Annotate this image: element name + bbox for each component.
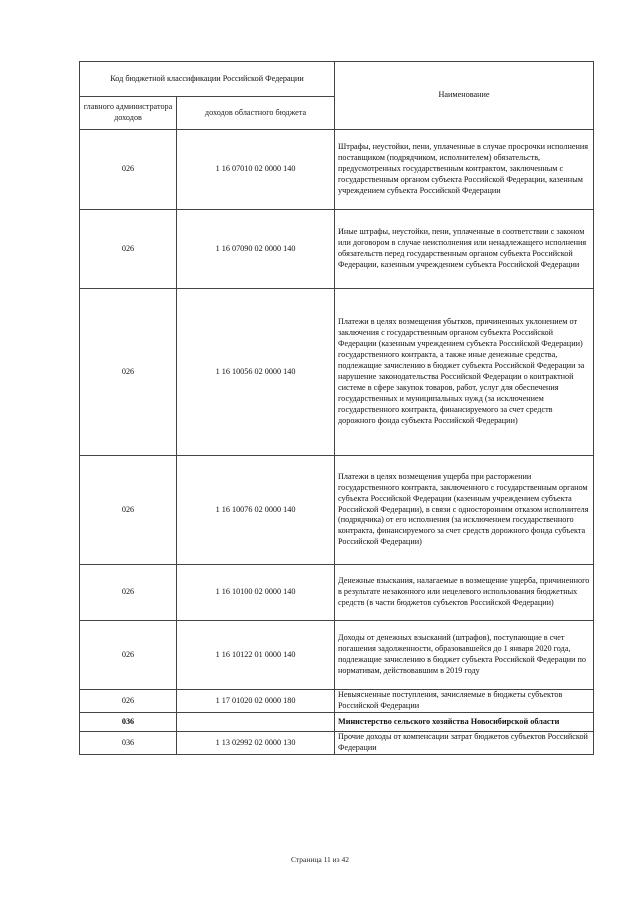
cell-admin-code: 026	[80, 130, 177, 210]
cell-name: Платежи в целях возмещения ущерба при расторжении государственного контракта, заключенного с государственным органом субъекта Российской Федерации (казенным учреждением субъекта Российской Федерации), в связи с односторонним отказом исполнителя (подрядчика) от его исполнения (за исключением государственного контракта, финансируемого за счет средств дорожного фонда субъекта Российской Федерации)	[335, 456, 594, 565]
table-row	[80, 456, 594, 565]
table-header-row	[80, 62, 594, 97]
cell-admin-code: 036	[80, 713, 177, 732]
cell-name: Министерство сельского хозяйства Новосибирской области	[335, 713, 594, 732]
cell-name: Платежи в целях возмещения убытков, причиненных уклонением от заключения с государственным органом субъекта Российской Федерации (казенным учреждением субъекта Российской Федерации) государственного контракта, а также иные денежные средства, подлежащие зачислению в бюджет субъекта Российской Федерации за нарушение законодательства Российской Федерации о контрактной системе в сфере закупок товаров, работ, услуг для обеспечения государственных и муниципальных нужд (за исключением государственного контракта, финансируемого за счет средств дорожного фонда субъекта Российской Федерации)	[335, 289, 594, 456]
cell-name: Невыясненные поступления, зачисляемые в бюджеты субъектов Российской Федерации	[335, 690, 594, 713]
page-number: Страница 11 из 42	[290, 855, 350, 864]
cell-name: Штрафы, неустойки, пени, уплаченные в случае просрочки исполнения поставщиком (подрядчиком, исполнителем) обязательств, предусмотренных государственным контрактом, заключенным с государственным органом субъекта Российской Федерации, казенным учреждением субъекта Российской Федерации	[335, 130, 594, 210]
cell-name: Иные штрафы, неустойки, пени, уплаченные в соответствии с законом или договором в случае неисполнения или ненадлежащего исполнения обязательств перед государственным органом субъекта Российской Федерации, казенным учреждением субъекта Российской Федерации	[335, 210, 594, 289]
cell-name: Прочие доходы от компенсации затрат бюджетов субъектов Российской Федерации	[335, 732, 594, 755]
header-admin: главного администратора доходов	[80, 97, 177, 130]
table-row	[80, 289, 594, 456]
cell-income-code: 1 16 10056 02 0000 140	[177, 289, 335, 456]
table-row	[80, 621, 594, 690]
table-row	[80, 210, 594, 289]
table-row	[80, 713, 594, 732]
cell-name: Денежные взыскания, налагаемые в возмещение ущерба, причиненного в результате незаконного или нецелевого использования бюджетных средств (в части бюджетов субъектов Российской Федерации)	[335, 565, 594, 621]
cell-admin-code: 026	[80, 289, 177, 456]
cell-income-code: 1 16 10122 01 0000 140	[177, 621, 335, 690]
cell-income-code: 1 16 10100 02 0000 140	[177, 565, 335, 621]
cell-admin-code: 026	[80, 621, 177, 690]
table-body	[80, 130, 594, 755]
cell-admin-code: 026	[80, 210, 177, 289]
table-row	[80, 565, 594, 621]
cell-admin-code: 026	[80, 565, 177, 621]
cell-income-code: 1 16 10076 02 0000 140	[177, 456, 335, 565]
table-row	[80, 690, 594, 713]
cell-admin-code: 026	[80, 456, 177, 565]
cell-income-code: 1 13 02992 02 0000 130	[177, 732, 335, 755]
budget-classification-table	[79, 61, 594, 755]
cell-income-code: 1 16 07090 02 0000 140	[177, 210, 335, 289]
table-row	[80, 732, 594, 755]
cell-income-code	[177, 713, 335, 732]
cell-admin-code: 036	[80, 732, 177, 755]
table-row	[80, 130, 594, 210]
cell-name: Доходы от денежных взысканий (штрафов), поступающие в счет погашения задолженности, образовавшейся до 1 января 2020 года, подлежащие зачислению в бюджет субъекта Российской Федерации по нормативам, действовавшим в 2019 году	[335, 621, 594, 690]
cell-admin-code: 026	[80, 690, 177, 713]
header-name: Наименование	[335, 62, 594, 130]
header-group-title: Код бюджетной классификации Российской Федерации	[80, 62, 335, 97]
cell-income-code: 1 16 07010 02 0000 140	[177, 130, 335, 210]
cell-income-code: 1 17 01020 02 0000 180	[177, 690, 335, 713]
header-income: доходов областного бюджета	[177, 97, 335, 130]
